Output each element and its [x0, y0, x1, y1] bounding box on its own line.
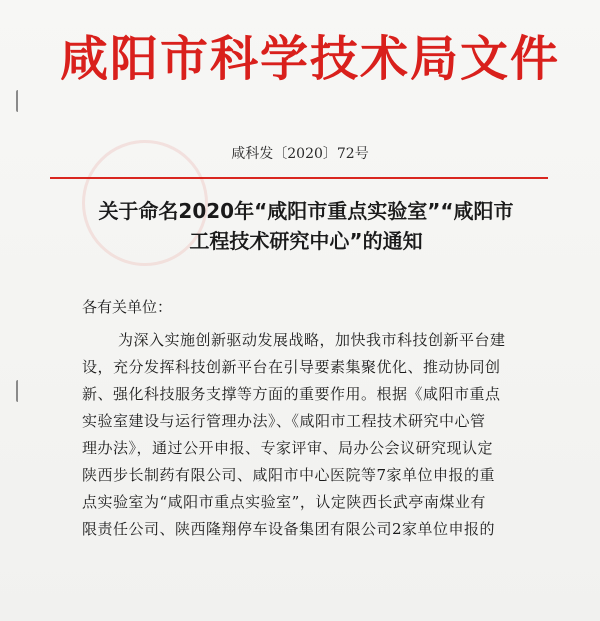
salutation: 各有关单位：: [82, 298, 173, 316]
binding-mark: [16, 380, 24, 402]
body-line: 理办法》，通过公开申报、专家评审、局办公会议研究现认定: [82, 439, 494, 457]
document-header-title: 咸阳市科学技术局文件: [59, 31, 560, 87]
red-divider-rule: [50, 177, 548, 179]
body-line: 为深入实施创新驱动发展战略，加快我市科技创新平台建: [118, 331, 506, 349]
notice-title: [66, 196, 546, 256]
notice-title-line: 关于命名2020年“咸阳市重点实验室”“咸阳市: [98, 199, 514, 223]
body-line: 新、强化科技服务支撑等方面的重要作用。根据《咸阳市重点: [82, 385, 501, 403]
body-line: 陕西步长制药有限公司、咸阳市中心医院等7家单位申报的重: [82, 466, 496, 484]
notice-title-line: 工程技术研究中心”的通知: [189, 229, 423, 253]
notice-body: [82, 327, 542, 543]
document-number: 咸科发〔2020〕72号: [231, 146, 369, 162]
body-line: 设，充分发挥科技创新平台在引导要素集聚优化、推动协同创: [82, 358, 501, 376]
body-line: 点实验室为“咸阳市重点实验室”，认定陕西长武亭南煤业有: [82, 493, 486, 511]
body-line: 实验室建设与运行管理办法》、《咸阳市工程技术研究中心管: [82, 412, 486, 430]
body-line: 限责任公司、陕西隆翔停车设备集团有限公司2家单位申报的: [82, 520, 496, 538]
binding-mark: [16, 90, 24, 112]
